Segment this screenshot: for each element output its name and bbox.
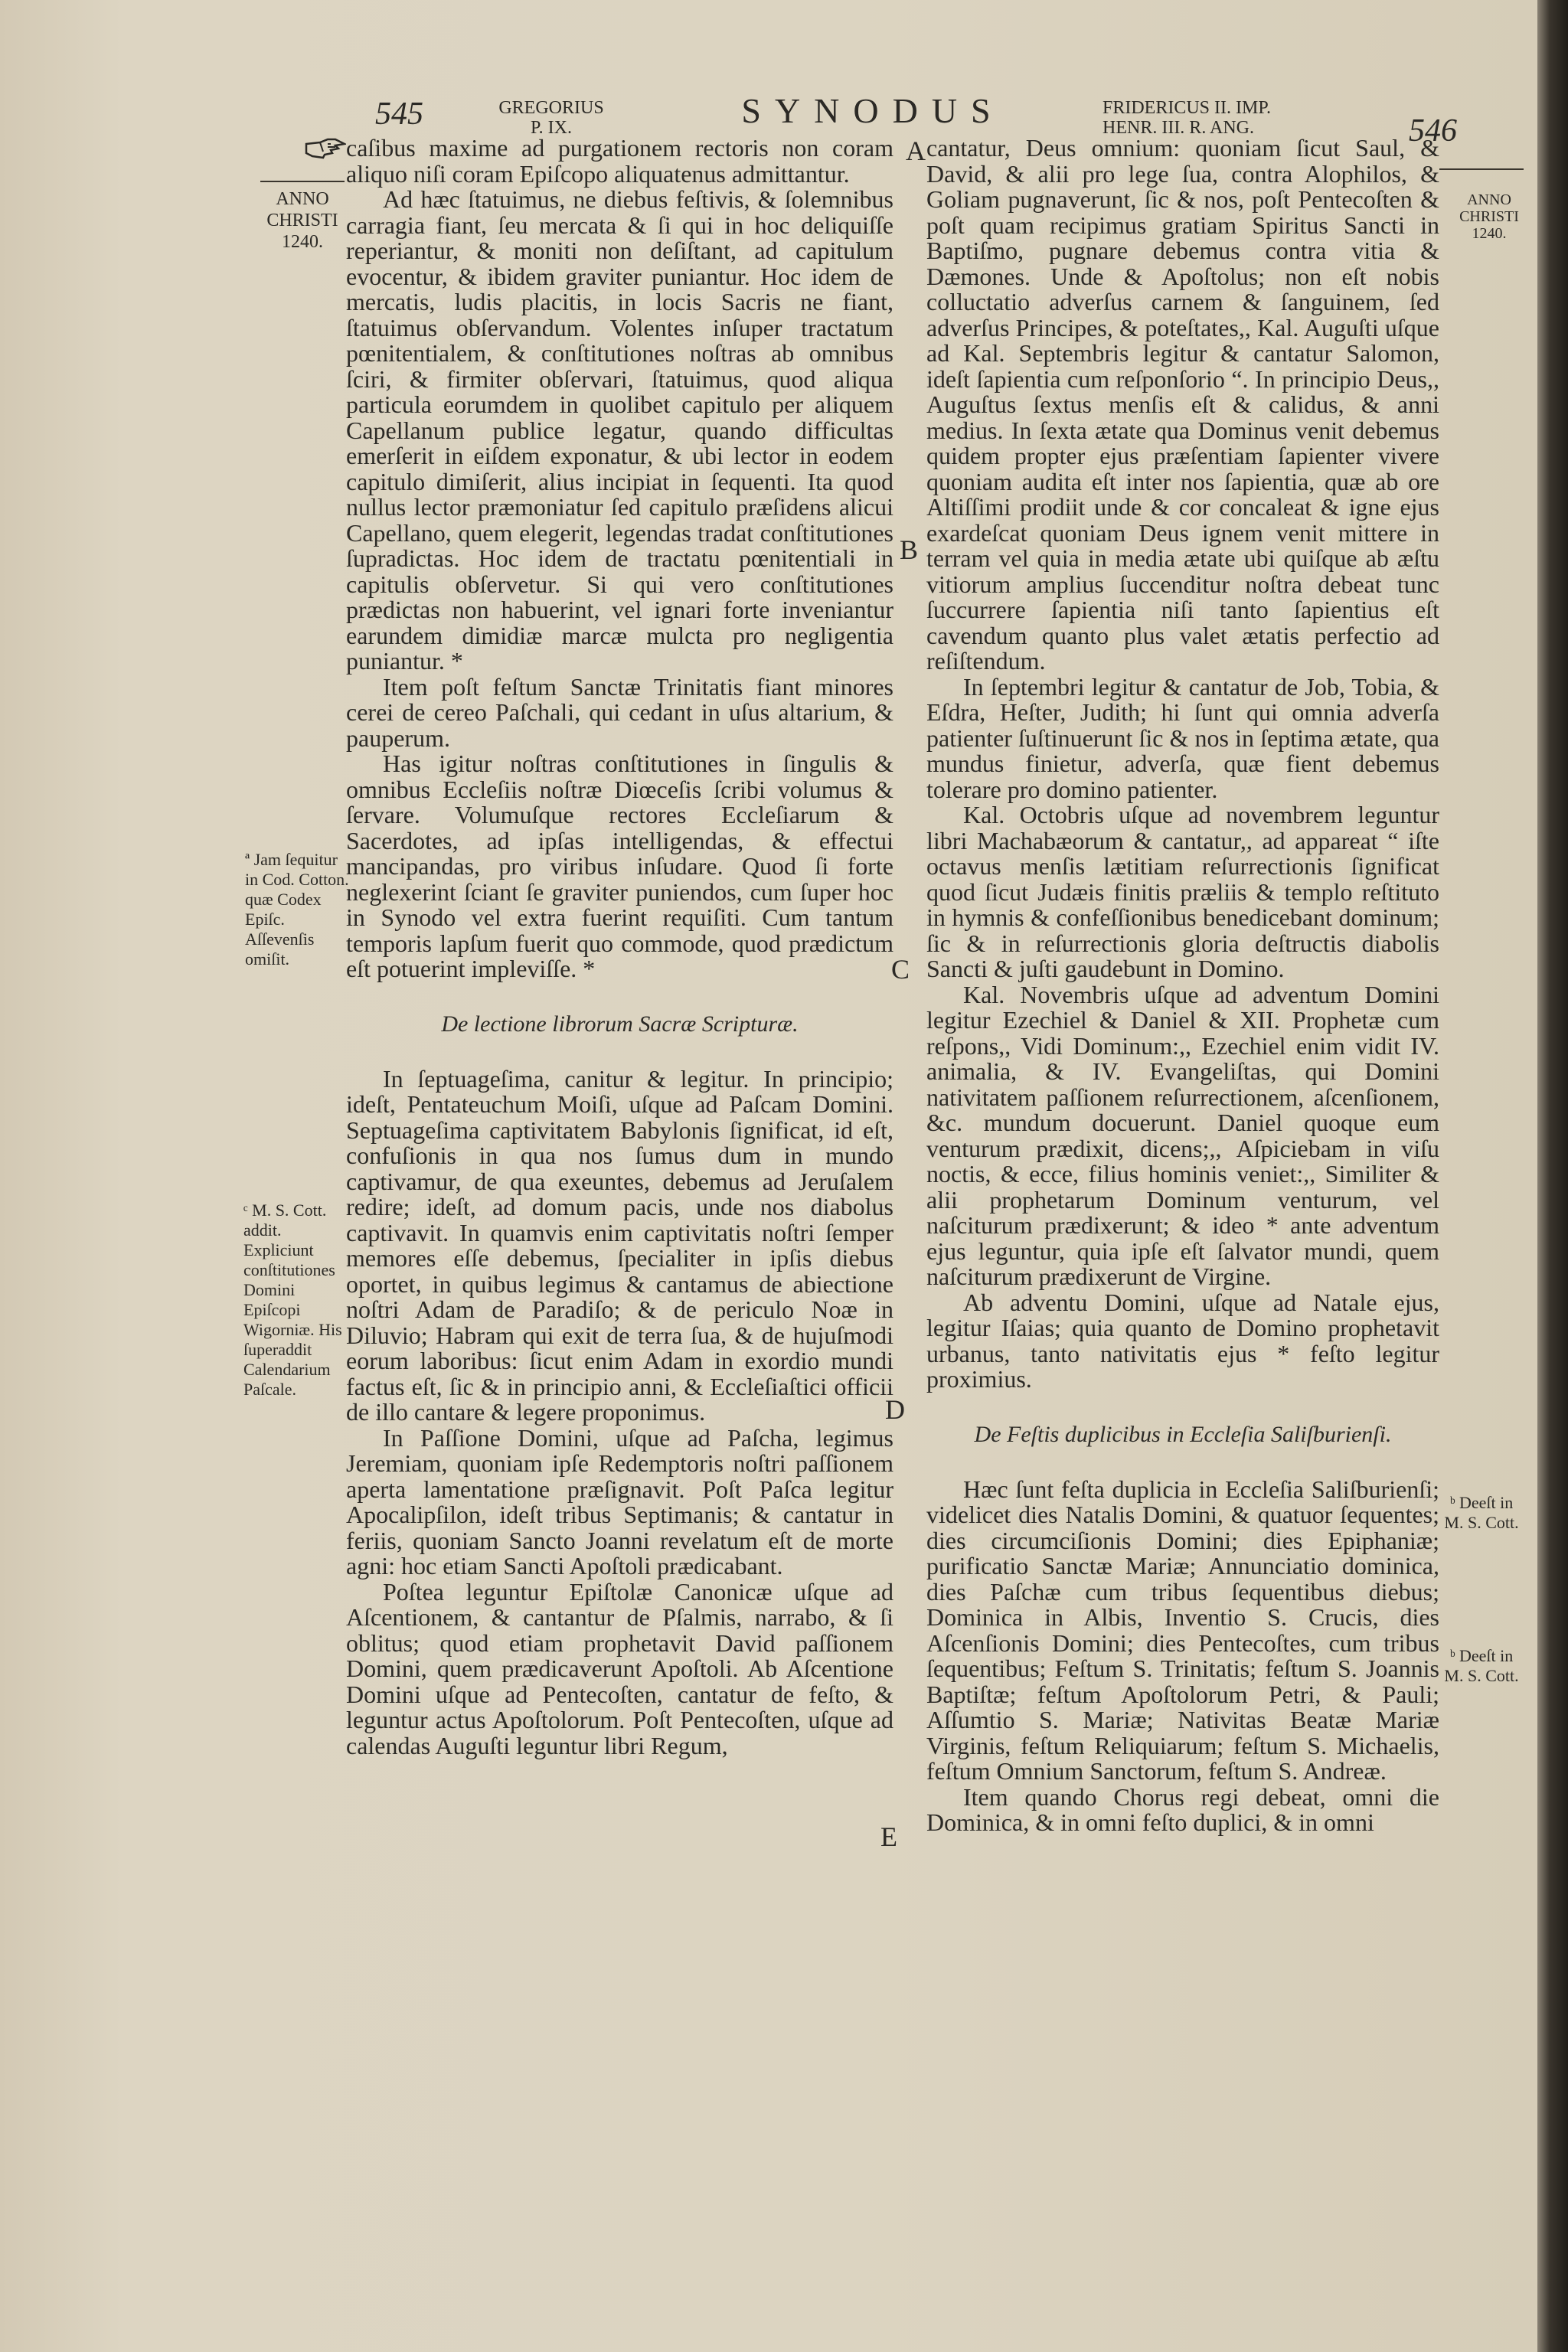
paragraph: caſibus maxime ad purgationem rectoris non coram aliquo niſi coram Epiſcopo aliquatenus admittantur. [346,134,893,188]
running-head-pope: GREGORIUS P. IX. [498,98,604,138]
section-letter-c: C [891,954,910,985]
section-letter-b: B [900,534,919,565]
paragraph: Hæc ſunt feſta duplicia in Eccleſia Saliſburienſi; videlicet dies Natalis Domini, & quatuor ſequentes; dies circumciſionis Domini; dies Epiphaniæ; purificatio Sanctæ Mariæ; Annunciatio dominica, dies Paſchæ cum tribus ſequentibus diebus; Dominica in Albis, Inventio S. Crucis, dies Aſcenſionis Domini; dies Pentecoſtes, cum tribus ſequentibus; Feſtum S. Trinitatis; feſtum S. Joannis Baptiſtæ; feſtum Apoſtolorum Petri, & Pauli; Aſſumtio S. Mariæ; Nativitas Beatæ Mariæ Virginis, feſtum Reliquiarum; feſtum S. Michaelis, feſtum Omnium Sanctorum, feſtum S. Andreæ. [926,1475,1439,1785]
paragraph: Has igitur noſtras conſtitutiones in ſingulis & omnibus Eccleſiis noſtræ Diœceſis ſcribi volumus & ſervare. Volumuſque rectores Eccleſiarum & Sacerdotes, ad ipſas intelligendas, & effectui mancipandas, pro viribus inſudare. Quod ſi forte neglexerint ſciant ſe graviter puniendos, cum ſuper hoc in Synodo vel extra fuerint requiſiti. Cum tantum temporis lapſum fuerit quo commode, quod prædictum eſt potuerint impleviſſe. * [346,750,893,982]
paragraph: Poſtea leguntur Epiſtolæ Canonicæ uſque ad Aſcentionem, & cantantur de Pſalmis, narrabo, & ſi oblitus; quod etiam prophetavit David paſſionem Domini, quem prædicaverunt Apoſtoli. Ab Aſcentione Domini uſque ad Pentecoſten, cantatur de feſto, & leguntur actus Apoſtolorum. Poſt Pentecoſten, uſque ad calendas Auguſti leguntur libri Regum, [346,1577,893,1759]
section-letter-a: A [906,136,926,166]
book-edge-shadow [1537,0,1568,2352]
running-head-title: SYNODUS [741,91,1004,130]
left-page-number: 545 [375,96,423,132]
margin-rule-right [1439,168,1524,170]
margin-note-jam-sequitur: ª Jam ſequitur in Cod. Cotton. quæ Codex Epiſc. Aſſevenſis omiſit. [245,850,349,969]
pointing-hand-icon [305,136,346,159]
section-heading: De Feſtis duplicibus in Eccleſia Saliſburienſi. [974,1421,1392,1447]
paragraph: Kal. Octobris uſque ad novembrem leguntur libri Machabæorum & cantatur,, ad appareat “ iſte octavus menſis lætitiam reſurrectionis ſignificat quod ſicut Judæis finitis præliis & templo reſtituto in hymnis & confeſſionibus benedicebant dominum; ſic & in reſurrectionis gloria deſtructis diabolis Sancti & juſti gaudebunt in Domino. [926,801,1439,982]
paragraph: In ſeptembri legitur & cantatur de Job, Tobia, & Eſdra, Heſter, Judith; hi ſunt qui omnia adverſa patienter ſuſtinuerunt ſic & nos in ſeptima ætate, qua mundus finietur, adverſa, quæ fient debemus tolerare pro domino patienter. [926,672,1439,803]
right-text-column [926,136,1439,1836]
paragraph: In ſeptuageſima, canitur & legitur. In principio; ideſt, Pentateuchum Moiſi, uſque ad Paſcam Domini. Septuageſima captivitatem Babylonis ſignificat, id eſt, confuſionis in qua nos ſumus dum in mundo captivamur, de qua exeuntes, debemus ad Jeruſalem redire; ideſt, ad domum pacis, unde nos diabolus captivavit. In quamvis enim captivitatis noſtri ſemper memores eſſe debemus, ſpecialiter in ipſis diebus oportet, in quibus legimus & cantamus de abiectione noſtri Adam de Paradiſo; & de periculo Noæ in Diluvio; Habram qui exit de terra ſua, & de hujuſmodi eorum laboribus: ſicut enim Adam in exordio mundi factus eſt, ſic & in principio anni, & Eccleſiaſtici officii de illo cantare & legere proponimus. [346,1064,893,1426]
margin-rule-left [260,181,345,182]
paragraph: Item quando Chorus regi debeat, omni die Dominica, & in omni feſto duplici, & in omni [926,1782,1439,1836]
margin-note-deest-2: ᵇ Deeſt in M. S. Cott. [1444,1646,1519,1685]
margin-note-ms-cott: ᶜ M. S. Cott. addit. Expliciunt conſtitutiones Domini Epiſcopi Wigorniæ. His ſuperaddit Calendarium Paſcale. [243,1200,342,1399]
paragraph: In Paſſione Domini, uſque ad Paſcha, legimus Jeremiam, quoniam ipſe Redemptoris noſtri paſſionem aperta lamentatione præſignavit. Poſt Paſca legitur Apocalipſilon, ideſt tribus Septimanis; & cantatur in feriis, quoniam Sancto Joanni revelatum eſt de morte agni: hoc etiam Sancti Apoſtoli prædicabant. [346,1423,893,1579]
margin-note-deest-1: ᵇ Deeſt in M. S. Cott. [1444,1493,1519,1532]
paragraph: Ab adventu Domini, uſque ad Natale ejus, legitur Iſaias; quia quanto de Domino prophetavit urbanus, tanto nativitatis ejus * feſto legitur proximius. [926,1288,1439,1393]
paragraph: cantatur, Deus omnium: quoniam ſicut Saul, & David, & alii pro lege ſua, contra Alophilos, & Goliam pugnaverunt, ſic & nos, poſt Pentecoſten & poſt quam recipimus gratiam Spiritus Sancti in Baptiſmo, pugnare debemus contra vitia & Dæmones. Unde & Apoſtolus; non eſt nobis colluctatio adverſus carnem & ſanguinem, ſed adverſus Principes, & poteſtates,, Kal. Auguſti uſque ad Kal. Septembris legitur & cantatur Salomon, ideſt ſapientia cum reſponſorio “. In principio Deus,, Auguſtus ſextus menſis eſt & calidus, & anni medius. In ſexta ætate qua Dominus venit debemus quidem propter ejus præſentiam ſapienter vivere quoniam audita eſt inter nos ſapientia, quæ ab ore Altiſſimi prodiit unde & cor concaleat & igne ejus exardeſcat quoniam Deus ignem venit mittere in terram vel quia in media ætate ubi quiſque ab æſtu vitiorum amplius ſuccenditur noſtra debeat tunc ſuccurrere ſapientia niſi tanto ſapientius eſt cavendum quanto plus valet ætatis perfectio ad reſiſtendum. [926,134,1439,675]
section-letter-d: D [885,1394,905,1425]
paragraph: Kal. Novembris uſque ad adventum Domini legitur Ezechiel & Daniel & XII. Prophetæ cum reſpons,, Vidi Dominum:,, Ezechiel enim vidit IV. animalia, & IV. Evangeliſtas, qui Domini nativitatem paſſionem reſurrectionem, aſcenſionem, &c. mundum docuerunt. Daniel quoque eum venturum prædixit, dicens;,, Aſpiciebam in viſu noctis, & ecce, filius hominis veniet:,, Similiter & alii prophetarum Dominum venturum, vel naſciturum prædixerunt; & ideo * ante adventum ejus leguntur, quia ipſe eſt ſalvator mundi, quem naſciturum prædixerunt de Virgine. [926,980,1439,1290]
paragraph: Ad hæc ſtatuimus, ne diebus feſtivis, & ſolemnibus carragia fiant, ſeu mercata & ſi qui in hoc deliquiſſe reperiantur, & moniti non deſiſtant, ad capitulum evocentur, & ibidem graviter puniantur. Hoc idem de mercatis, ludis placitis, in locis Sacris ne fiant, ſtatuimus obſervandum. Volentes inſuper tractatum pœnitentialem, & conſtitutiones noſtras ab omnibus ſciri, & firmiter obſervari, ſtatuimus, quod aliqua particula eorumdem in quolibet capitulo per aliquem Capellanum publice legatur, quando difficultas emerſerit in eiſdem exponatur, & ubi lector in eodem capitulo dimiſerit, alius incipiat in ſequenti. Ita quod nullus lector præmoniatur ſed capitulo præſidens alicui Capellano, quem elegerit, legendas tradat conſtitutiones ſupradictas. Hoc idem de tractatu pœnitentiali in capitulis obſervetur. Si qui vero conſtitutiones prædictas non habuerint, vel ignari forte inveniantur earundem dimidiæ marcæ mulcta pro negligentia puniantur. * [346,185,893,675]
running-head-emperor: FRIDERICUS II. IMP. HENR. III. R. ANG. [1102,98,1272,138]
right-page-number: 546 [1409,113,1457,149]
anno-christi-left: ANNO CHRISTI 1240. [266,189,338,252]
anno-christi-right: ANNO CHRISTI 1240. [1459,191,1519,242]
paragraph: Item poſt feſtum Sanctæ Trinitatis fiant minores cerei de cereo Paſchali, qui cedant in uſus altarium, & pauperum. [346,672,893,752]
section-letter-e: E [880,1821,897,1852]
section-heading: De lectione librorum Sacræ Scripturæ. [441,1011,799,1037]
left-text-column [346,136,893,1759]
